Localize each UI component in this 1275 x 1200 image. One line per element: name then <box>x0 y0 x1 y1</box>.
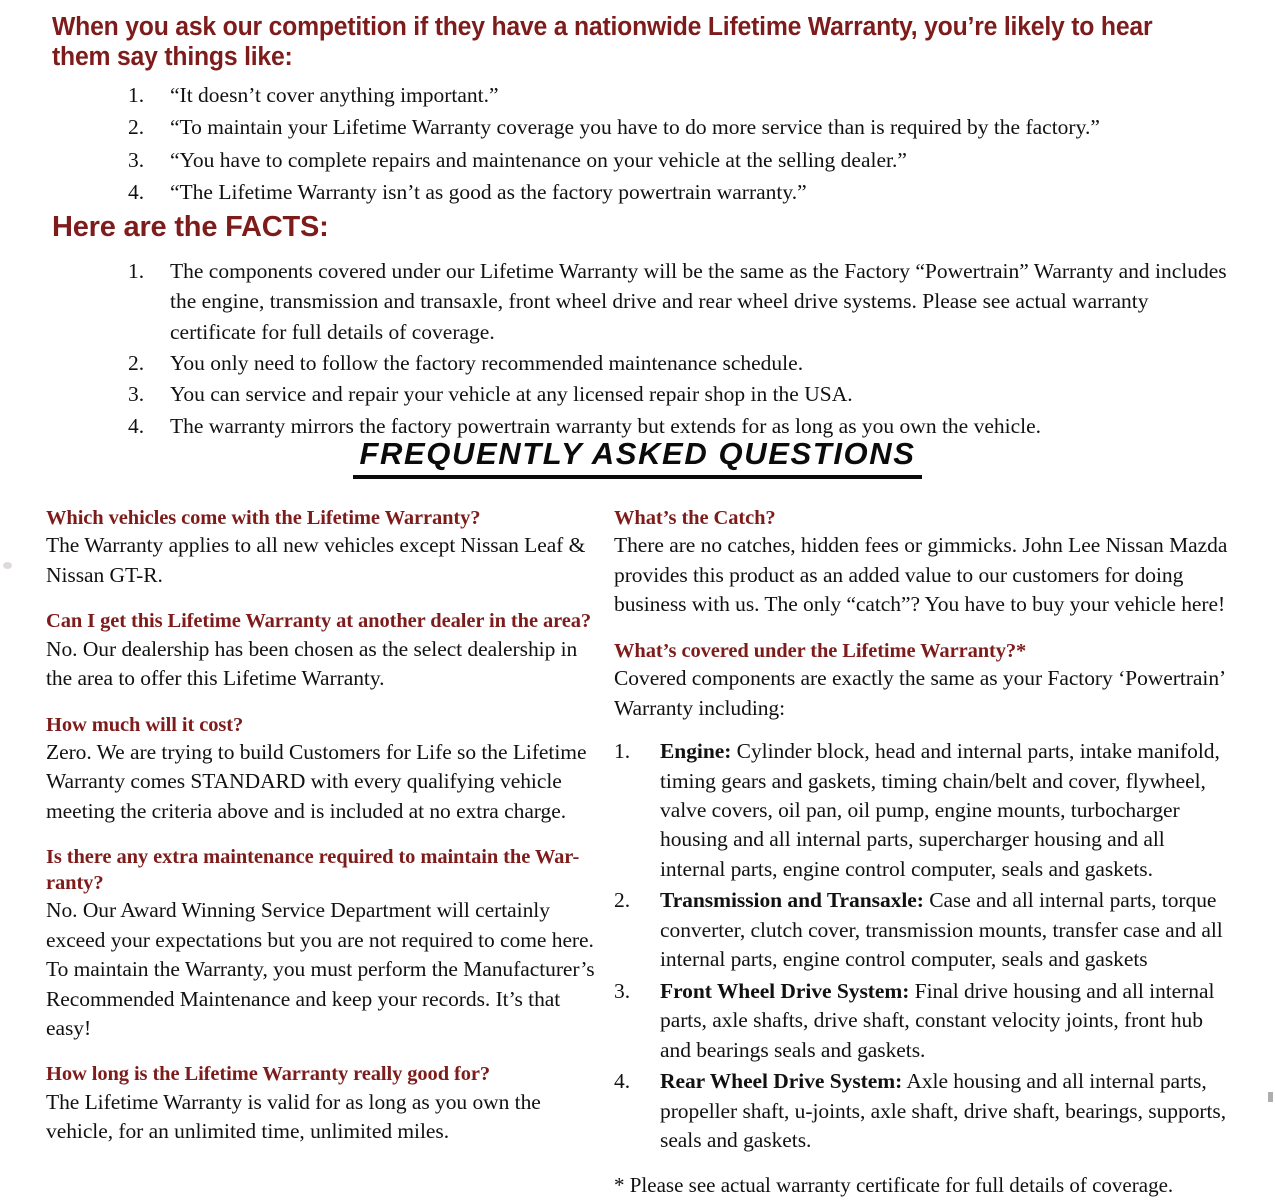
list-item-lead: Front Wheel Drive System: <box>660 978 910 1003</box>
faq-question: Which vehicles come with the Lifetime Warranty? <box>46 507 481 529</box>
list-item-number: 2. <box>128 115 145 140</box>
list-item-number: 1. <box>614 739 631 764</box>
list-item-number: 3. <box>614 978 631 1003</box>
list-item <box>614 737 1228 884</box>
list-item-number: 1. <box>128 83 145 107</box>
competition-quotes-list <box>118 80 1228 209</box>
faq-entry <box>46 506 602 590</box>
faq-entry <box>46 713 602 827</box>
list-item-number: 1. <box>128 259 145 283</box>
list-item-number: 3. <box>128 147 145 172</box>
list-item <box>614 977 1228 1065</box>
list-item <box>118 145 1228 175</box>
list-item-text: “You have to complete repairs and maintenance on your vehicle at the selling dealer.” <box>170 147 907 172</box>
faq-answer: The Warranty applies to all new vehicles except Nissan Leaf & Nissan GT-R. <box>46 533 586 587</box>
facts-list <box>118 256 1228 442</box>
list-item <box>614 886 1228 974</box>
faq-question: Is there any extra maintenance required to maintain the War-ranty? <box>46 846 580 894</box>
list-item-text: Final drive housing and all internal parts, axle shafts, drive shaft, constant velocity joints, front hub and bearings seals and gaskets. <box>660 978 1215 1062</box>
list-item <box>118 112 1228 142</box>
list-item <box>118 256 1228 347</box>
coverage-footnote: * Please see actual warranty certificate for full details of coverage. <box>614 1173 1174 1198</box>
faq-left-column <box>46 506 602 1166</box>
faq-entry <box>614 639 1228 723</box>
list-item-lead: Transmission and Transaxle: <box>660 888 924 913</box>
faq-question: How long is the Lifetime Warranty really good for? <box>46 1063 491 1086</box>
list-item-text: “The Lifetime Warranty isn’t as good as the factory powertrain warranty.” <box>170 179 807 204</box>
faq-entry <box>46 1062 602 1146</box>
list-item-lead: Engine: <box>660 739 732 764</box>
list-item <box>118 348 1228 378</box>
list-item-text: You only need to follow the factory recommended maintenance schedule. <box>170 350 804 375</box>
list-item-text: The warranty mirrors the factory powertrain warranty but extends for as long as you own the vehicle. <box>170 413 1042 438</box>
list-item <box>118 80 1228 110</box>
list-item-number: 3. <box>128 382 145 407</box>
list-item-lead: Rear Wheel Drive System: <box>660 1069 903 1094</box>
scan-artifact-speck <box>3 562 12 569</box>
faq-section-title-text: FREQUENTLY ASKED QUESTIONS <box>353 436 921 479</box>
list-item-text: You can service and repair your vehicle at any licensed repair shop in the USA. <box>170 382 853 407</box>
faq-answer: There are no catches, hidden fees or gimmicks. John Lee Nissan Mazda provides this product as an added value to our customers for doing business with us. The only “catch”? You have to buy your vehicle here! <box>614 533 1228 617</box>
facts-heading: Here are the FACTS: <box>52 211 329 243</box>
list-item-number: 2. <box>128 350 145 375</box>
list-item-number: 4. <box>128 179 145 204</box>
faq-answer: No. Our dealership has been chosen as the select dealership in the area to offer this Lifetime Warranty. <box>46 636 578 691</box>
intro-heading: When you ask our competition if they have a nationwide Lifetime Warranty, you’re likely to hear them say things like: <box>52 13 1153 72</box>
list-item-text: The components covered under our Lifetime Warranty will be the same as the Factory “Powertrain” Warranty and includes the engine, transmission and transaxle, front wheel drive and rear wheel drive systems. Please see actual warranty certificate for full details of coverage. <box>170 259 1227 344</box>
coverage-components-list <box>614 737 1228 1155</box>
list-item-number: 4. <box>614 1069 631 1094</box>
faq-right-column <box>614 506 1228 1200</box>
faq-question: What’s the Catch? <box>614 507 776 529</box>
list-item <box>118 177 1228 207</box>
faq-answer: The Lifetime Warranty is valid for as long as you own the vehicle, for an unlimited time, unlimited miles. <box>46 1089 541 1144</box>
faq-section-title <box>0 436 1275 479</box>
faq-question: What’s covered under the Lifetime Warranty?* <box>614 639 1027 662</box>
list-item <box>118 379 1228 409</box>
list-item <box>614 1067 1228 1155</box>
faq-entry <box>46 845 602 1043</box>
list-item-text: Case and all internal parts, torque converter, clutch cover, transmission mounts, transfer case and all internal parts, engine control computer, seals and gaskets <box>660 888 1223 972</box>
faq-question: How much will it cost? <box>46 713 244 736</box>
list-item-number: 2. <box>614 888 631 913</box>
list-item-text: Axle housing and all internal parts, propeller shaft, u-joints, axle shaft, drive shaft, bearings, supports, seals and gaskets. <box>660 1069 1227 1152</box>
list-item-number: 4. <box>128 413 145 438</box>
faq-question: Can I get this Lifetime Warranty at another dealer in the area? <box>46 610 592 633</box>
faq-answer: No. Our Award Winning Service Department will certainly exceed your expectations but you are not required to come here. To maintain the Warranty, you must perform the Manufacturer’s Recommended Maintenance and keep your records. It’s that easy! <box>46 898 595 1041</box>
faq-entry <box>46 609 602 693</box>
list-item-text: Cylinder block, head and internal parts, intake manifold, timing gears and gaskets, timing chain/belt and cover, flywheel, valve covers, oil pan, oil pump, engine mounts, turbocharger housing and all internal parts, supercharger housing and all internal parts, engine control computer, seals and gaskets. <box>660 739 1220 881</box>
list-item-text: “It doesn’t cover anything important.” <box>170 83 499 107</box>
faq-entry <box>614 506 1228 620</box>
scan-artifact-mark <box>1268 1092 1273 1102</box>
list-item-text: “To maintain your Lifetime Warranty coverage you have to do more service than is required by the factory.” <box>170 115 1100 140</box>
faq-answer: Covered components are exactly the same as your Factory ‘Powertrain’ Warranty including: <box>614 666 1225 720</box>
faq-answer: Zero. We are trying to build Customers for Life so the Lifetime Warranty comes STANDARD with every qualifying vehicle meeting the criteria above and is included at no extra charge. <box>46 740 587 823</box>
